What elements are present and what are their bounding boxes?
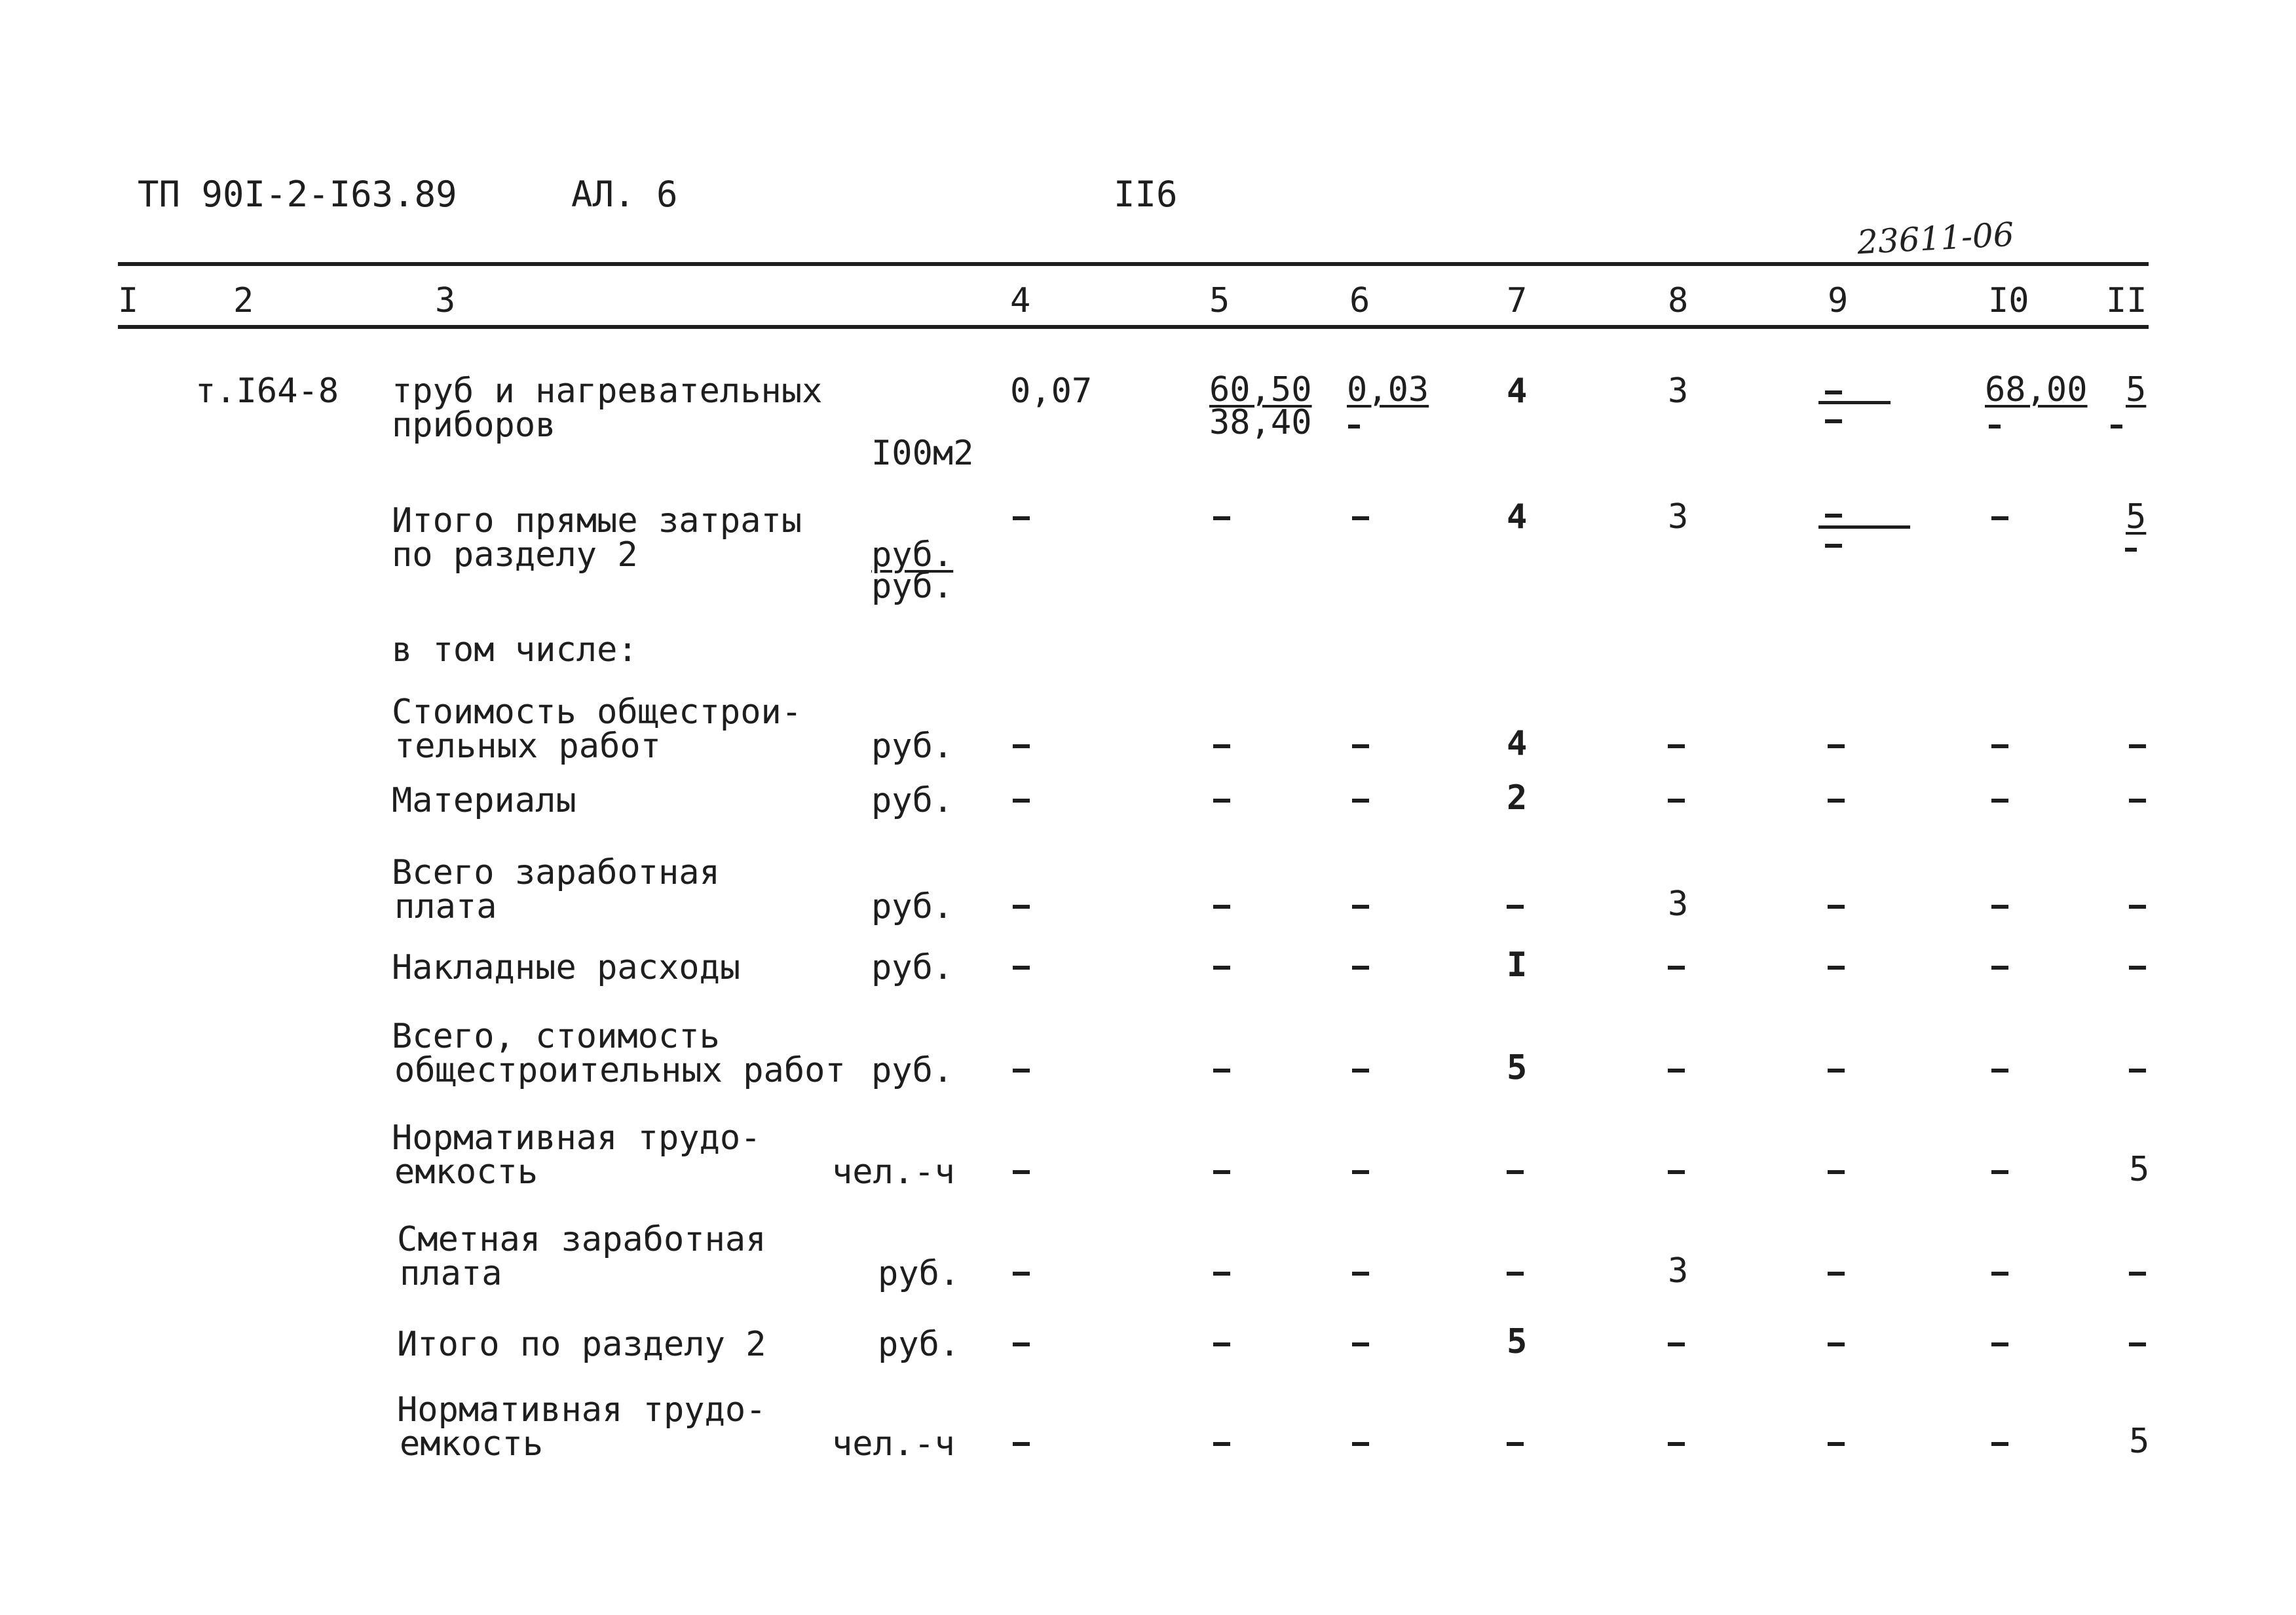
cell-c10-dash — [1991, 1069, 2008, 1073]
cell-c4-dash — [1013, 1442, 1030, 1446]
cell-c10-dash — [1991, 1342, 2008, 1346]
header-rule-top — [118, 262, 2149, 266]
row-unit: руб. — [871, 727, 954, 766]
row-desc-line2: по разделу 2 — [392, 535, 638, 575]
cell-col5-bottom: 38,40 — [1209, 403, 1312, 442]
cell-c11-dash — [2129, 1342, 2146, 1346]
cell-c6-dash — [1352, 1069, 1369, 1073]
row-unit: чел.-ч — [832, 1424, 955, 1464]
cell-col6-dash — [1352, 516, 1369, 520]
cell-c4-dash — [1013, 1342, 1030, 1346]
row-desc-line1: Нормативная трудо- — [397, 1390, 766, 1430]
cell-c6-dash — [1352, 1170, 1369, 1174]
cell-col7: 4 — [1507, 497, 1528, 537]
cell-c7: 5 — [1507, 1048, 1528, 1088]
cell-c10-dash — [1991, 744, 2008, 748]
cell-c6-dash — [1352, 1442, 1369, 1446]
cell-col10-top: 68,00 — [1985, 370, 2088, 409]
row-desc-line1: Нормативная трудо- — [392, 1118, 761, 1158]
cell-c10-dash — [1991, 1272, 2008, 1276]
cell-c7: I — [1507, 945, 1528, 985]
row-desc-line1: труб и нагревательных — [392, 371, 823, 411]
cell-c8: 3 — [1668, 1251, 1689, 1291]
cell-c5-dash — [1213, 1272, 1230, 1276]
cell-col5-dash — [1213, 516, 1230, 520]
cell-col4: 0,07 — [1010, 371, 1093, 411]
column-header-8: 8 — [1668, 281, 1689, 320]
cell-c7-dash — [1507, 1170, 1524, 1174]
column-header-1: I — [118, 281, 139, 320]
row-unit-bottom: руб. — [871, 567, 954, 606]
cell-col6-top: 0,03 — [1347, 370, 1429, 409]
column-header-3: 3 — [435, 281, 456, 320]
cell-c5-dash — [1213, 1069, 1230, 1073]
cell-col11-top: 5 — [2126, 370, 2147, 409]
row-desc-line1: Накладные расходы — [392, 948, 741, 987]
row-unit: чел.-ч — [832, 1152, 955, 1192]
cell-col9-top-dash — [1825, 514, 1842, 518]
cell-c9-dash — [1828, 1442, 1845, 1446]
row-unit: руб. — [871, 948, 954, 987]
row-desc-line1: Итого по разделу 2 — [397, 1325, 766, 1364]
column-header-4: 4 — [1010, 281, 1031, 320]
cell-c10-dash — [1991, 799, 2008, 803]
cell-c4-dash — [1013, 1272, 1030, 1276]
cell-c6-dash — [1352, 1342, 1369, 1346]
cell-c8-dash — [1668, 1170, 1685, 1174]
cell-c7: 2 — [1507, 778, 1528, 818]
cell-c9-dash — [1828, 966, 1845, 970]
row-desc-line2: приборов — [392, 406, 556, 445]
cell-c11-dash — [2129, 1069, 2146, 1073]
cell-col11-bottom-dash — [2125, 548, 2137, 552]
cell-c7: 4 — [1507, 724, 1528, 763]
document-code: ТП 90I-2-I63.89 — [138, 174, 457, 215]
row-unit-top: руб. — [871, 535, 954, 575]
row-desc-line1: Итого прямые затраты — [392, 501, 802, 541]
cell-c5-dash — [1213, 1442, 1230, 1446]
column-header-6: 6 — [1349, 281, 1370, 320]
cell-c5-dash — [1213, 905, 1230, 909]
cell-c5-dash — [1213, 966, 1230, 970]
cell-c9-dash — [1828, 744, 1845, 748]
column-header-2: 2 — [233, 281, 254, 320]
cell-c4-dash — [1013, 905, 1030, 909]
cell-c11-dash — [2129, 905, 2146, 909]
row-unit: руб. — [871, 887, 954, 926]
row-desc-line2: тельных работ — [394, 727, 661, 766]
cell-col8: 3 — [1668, 497, 1689, 537]
cell-c6-dash — [1352, 966, 1369, 970]
cell-c4-dash — [1013, 744, 1030, 748]
cell-col9-top-dash — [1825, 390, 1842, 394]
cell-col4-dash — [1013, 516, 1030, 520]
column-header-10: I0 — [1988, 281, 2029, 320]
cell-c8-dash — [1668, 1069, 1685, 1073]
cell-c5-dash — [1213, 799, 1230, 803]
cell-c11-dash — [2129, 799, 2146, 803]
row-unit: I00м2 — [871, 434, 974, 473]
cell-c6-dash — [1352, 799, 1369, 803]
cell-c9-dash — [1828, 1342, 1845, 1346]
row-code: т.I64-8 — [195, 371, 339, 411]
row-desc-line1: Стоимость общестрои- — [392, 693, 802, 732]
album-number: АЛ. 6 — [571, 174, 678, 215]
cell-c4-dash — [1013, 799, 1030, 803]
cell-col9-fraction-bar — [1818, 401, 1891, 404]
column-header-5: 5 — [1209, 281, 1230, 320]
cell-col6-bottom-dash — [1348, 425, 1360, 428]
row-unit: руб. — [878, 1325, 960, 1364]
cell-col10-bottom-dash — [1989, 425, 2001, 428]
cell-c11-dash — [2129, 966, 2146, 970]
cell-c11-dash — [2129, 744, 2146, 748]
cell-c9-dash — [1828, 1272, 1845, 1276]
cell-c6-dash — [1352, 1272, 1369, 1276]
row-unit: руб. — [871, 781, 954, 820]
cell-col9-bottom-dash — [1825, 419, 1842, 423]
row-unit: руб. — [871, 1051, 954, 1090]
cell-c9-dash — [1828, 905, 1845, 909]
cell-c10-dash — [1991, 1170, 2008, 1174]
cell-c5-dash — [1213, 744, 1230, 748]
cell-c9-dash — [1828, 1069, 1845, 1073]
cell-c8-dash — [1668, 799, 1685, 803]
cell-c6-dash — [1352, 744, 1369, 748]
cell-c8: 3 — [1668, 884, 1689, 924]
cell-c4-dash — [1013, 1170, 1030, 1174]
cell-c4-dash — [1013, 1069, 1030, 1073]
cell-c9-dash — [1828, 1170, 1845, 1174]
including-label: в том числе: — [392, 630, 638, 670]
column-header-7: 7 — [1507, 281, 1528, 320]
header-rule-bottom — [118, 325, 2149, 329]
row-desc-line2: общестроительных работ — [394, 1051, 846, 1090]
column-header-9: 9 — [1828, 281, 1849, 320]
cell-c4-dash — [1013, 966, 1030, 970]
row-desc-line2: емкость — [400, 1424, 544, 1464]
cell-c10-dash — [1991, 966, 2008, 970]
column-header-11: II — [2106, 281, 2147, 320]
row-desc-line2: плата — [400, 1254, 502, 1293]
cell-c8-dash — [1668, 966, 1685, 970]
cell-c9-dash — [1828, 799, 1845, 803]
row-desc-line2: плата — [394, 887, 497, 926]
row-desc-line1: Материалы — [392, 781, 576, 820]
row-unit: руб. — [878, 1254, 960, 1293]
cell-c8-dash — [1668, 744, 1685, 748]
cell-col9-bottom-dash — [1825, 544, 1842, 548]
cell-c7: 5 — [1507, 1322, 1528, 1361]
cell-c5-dash — [1213, 1170, 1230, 1174]
cell-c11-dash — [2129, 1272, 2146, 1276]
cell-c5-dash — [1213, 1342, 1230, 1346]
cell-c10-dash — [1991, 905, 2008, 909]
cell-col11-bottom-dash — [2111, 425, 2122, 428]
cell-c7-dash — [1507, 1272, 1524, 1276]
cell-col10-dash — [1991, 516, 2008, 520]
handwritten-code: 23611-06 — [1856, 215, 2015, 262]
cell-col8: 3 — [1668, 371, 1689, 411]
cell-col11-top: 5 — [2126, 497, 2147, 537]
cell-c11: 5 — [2129, 1150, 2150, 1189]
cell-c6-dash — [1352, 905, 1369, 909]
cell-col5-top: 60,50 — [1209, 370, 1312, 409]
cell-c10-dash — [1991, 1442, 2008, 1446]
cell-c11: 5 — [2129, 1422, 2150, 1461]
row-desc-line1: Всего заработная — [392, 853, 720, 892]
cell-c7-dash — [1507, 1442, 1524, 1446]
row-desc-line1: Сметная заработная — [397, 1220, 766, 1259]
cell-c8-dash — [1668, 1442, 1685, 1446]
row-desc-line2: емкость — [394, 1152, 538, 1192]
row-desc-line1: Всего, стоимость — [392, 1017, 720, 1056]
cell-col9-fraction-bar — [1818, 525, 1910, 529]
cell-c7-dash — [1507, 905, 1524, 909]
cell-col7: 4 — [1507, 371, 1528, 411]
cell-c8-dash — [1668, 1342, 1685, 1346]
page-number: II6 — [1114, 174, 1178, 215]
